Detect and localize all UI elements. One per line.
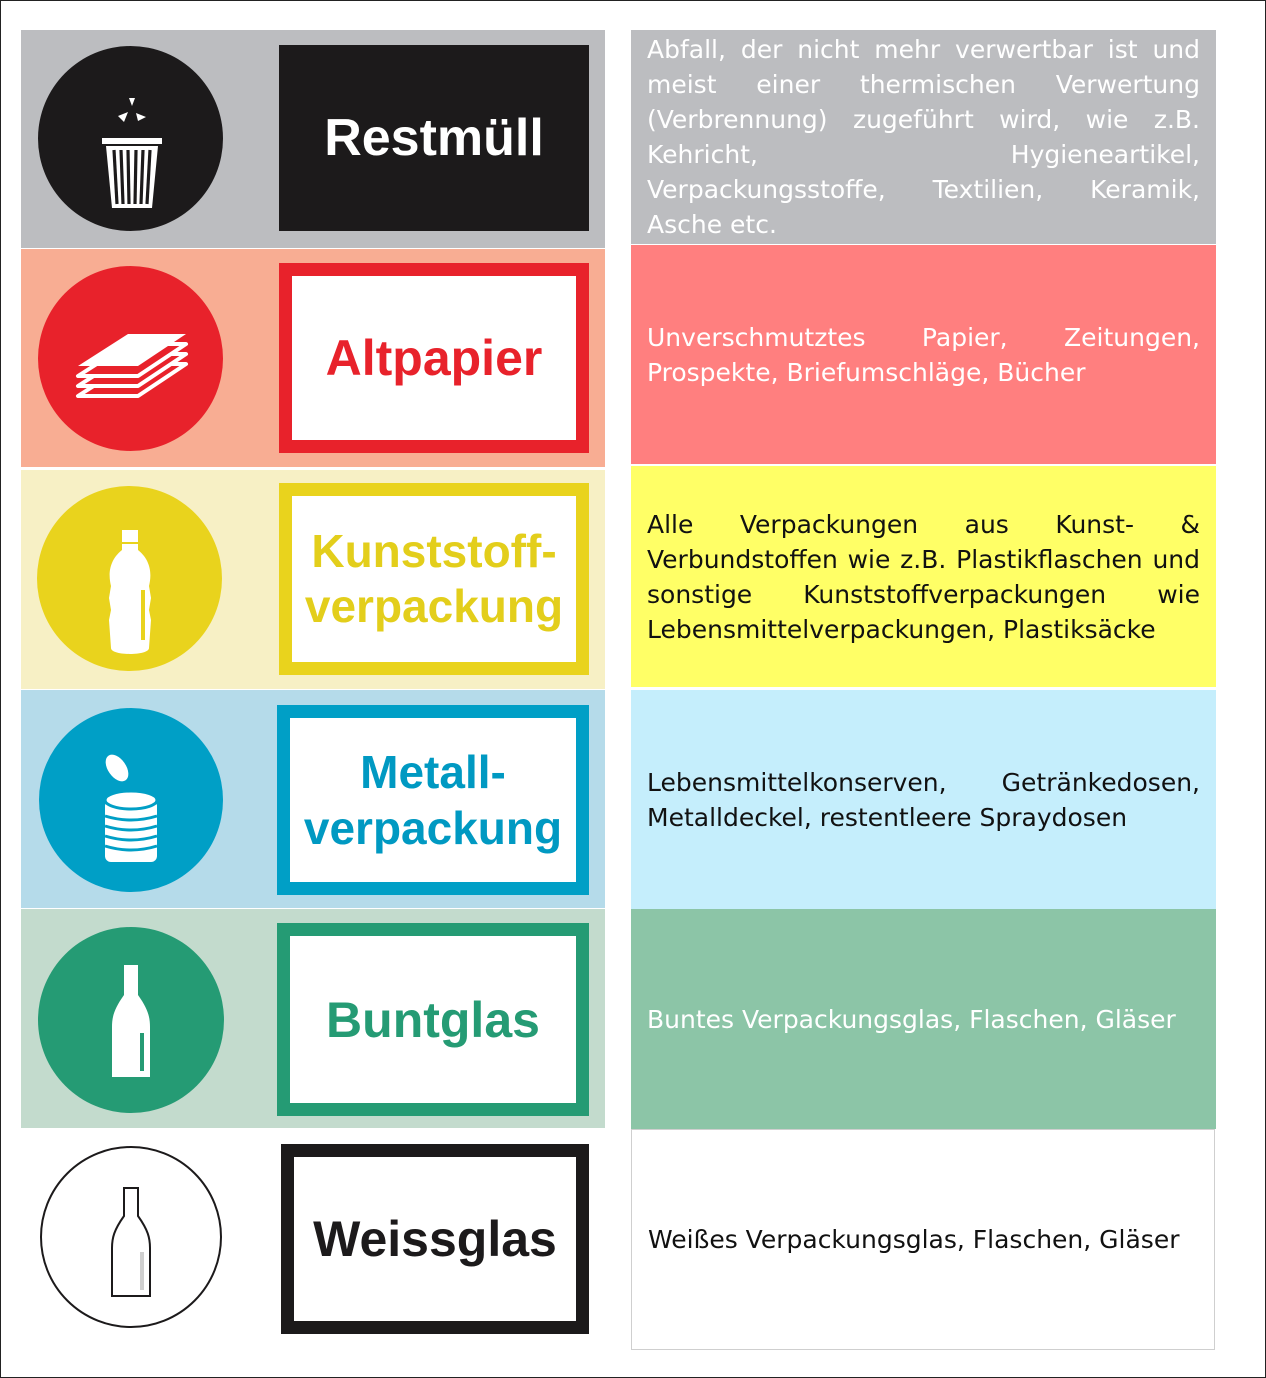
category-row-altpapier	[0, 249, 1266, 467]
altpapier-circle	[38, 266, 223, 451]
category-row-kunststoff	[0, 470, 1266, 689]
kunststoff-description: Alle Verpackungen aus Kunst- & Verbundstoffen wie z.B. Plastikflaschen und sonstige Kunststoffverpackungen wie Lebensmittelverpackungen, Plastiksäcke	[647, 509, 1200, 644]
buntglas-description-box	[631, 909, 1216, 1129]
category-row-metall	[0, 690, 1266, 908]
tin-can-icon	[39, 708, 223, 892]
metall-circle	[39, 708, 223, 892]
weissglas-circle	[40, 1146, 222, 1328]
metall-label-line1: Metall-	[360, 745, 506, 798]
weissglas-label	[281, 1144, 589, 1334]
category-row-restmuell	[0, 30, 1266, 248]
buntglas-label	[277, 923, 589, 1116]
kunststoff-sign-panel	[21, 470, 605, 689]
weissglas-description-box	[631, 1129, 1215, 1350]
metall-sign-panel	[21, 690, 605, 908]
altpapier-label-text: Altpapier	[325, 330, 543, 386]
plastic-bottle-icon	[37, 486, 222, 671]
kunststoff-label-line1: Kunststoff-	[311, 524, 557, 577]
weissglas-label-text: Weissglas	[313, 1211, 557, 1267]
altpapier-description-box	[631, 245, 1216, 464]
paper-stack-icon	[38, 266, 223, 451]
restmuell-description: Abfall, der nicht mehr verwertbar ist und meist einer thermischen Verwertung (Verbrennung) zugeführt wird, wie z.B. Kehricht, Hygieneartikel, Verpackungsstoffe, Textilien, Keramik, Asche etc.	[647, 35, 1200, 239]
trash-bin-icon	[38, 46, 223, 231]
kunststoff-circle	[37, 486, 222, 671]
metall-description-box	[631, 690, 1216, 909]
buntglas-description: Buntes Verpackungsglas, Flaschen, Gläser	[647, 1004, 1176, 1034]
buntglas-circle	[38, 927, 224, 1113]
altpapier-sign-panel	[21, 249, 605, 467]
weissglas-description: Weißes Verpackungsglas, Flaschen, Gläser	[648, 1225, 1180, 1254]
category-row-weissglas	[0, 1129, 1266, 1351]
kunststoff-label-line2: verpackung	[304, 580, 564, 632]
restmuell-label	[279, 45, 589, 231]
restmuell-circle	[38, 46, 223, 231]
buntglas-label-text: Buntglas	[326, 991, 540, 1048]
weissglas-sign-panel	[21, 1129, 605, 1351]
restmuell-label-text: Restmüll	[324, 108, 544, 167]
glass-bottle-outline-icon	[42, 1148, 220, 1326]
metall-label-line2: verpackung	[303, 802, 563, 854]
kunststoff-description-box	[631, 466, 1216, 687]
altpapier-description: Unverschmutztes Papier, Zeitungen, Prospekte, Briefumschläge, Bücher	[647, 322, 1200, 387]
glass-bottle-icon	[38, 927, 224, 1113]
category-row-buntglas	[0, 909, 1266, 1128]
metall-label	[277, 705, 589, 895]
restmuell-sign-panel	[21, 30, 605, 248]
metall-description: Lebensmittelkonserven, Getränkedosen, Metalldeckel, restentleere Spraydosen	[647, 767, 1200, 832]
altpapier-label	[279, 263, 589, 453]
restmuell-description-box	[631, 30, 1216, 244]
kunststoff-label	[279, 483, 589, 675]
buntglas-sign-panel	[21, 909, 605, 1128]
